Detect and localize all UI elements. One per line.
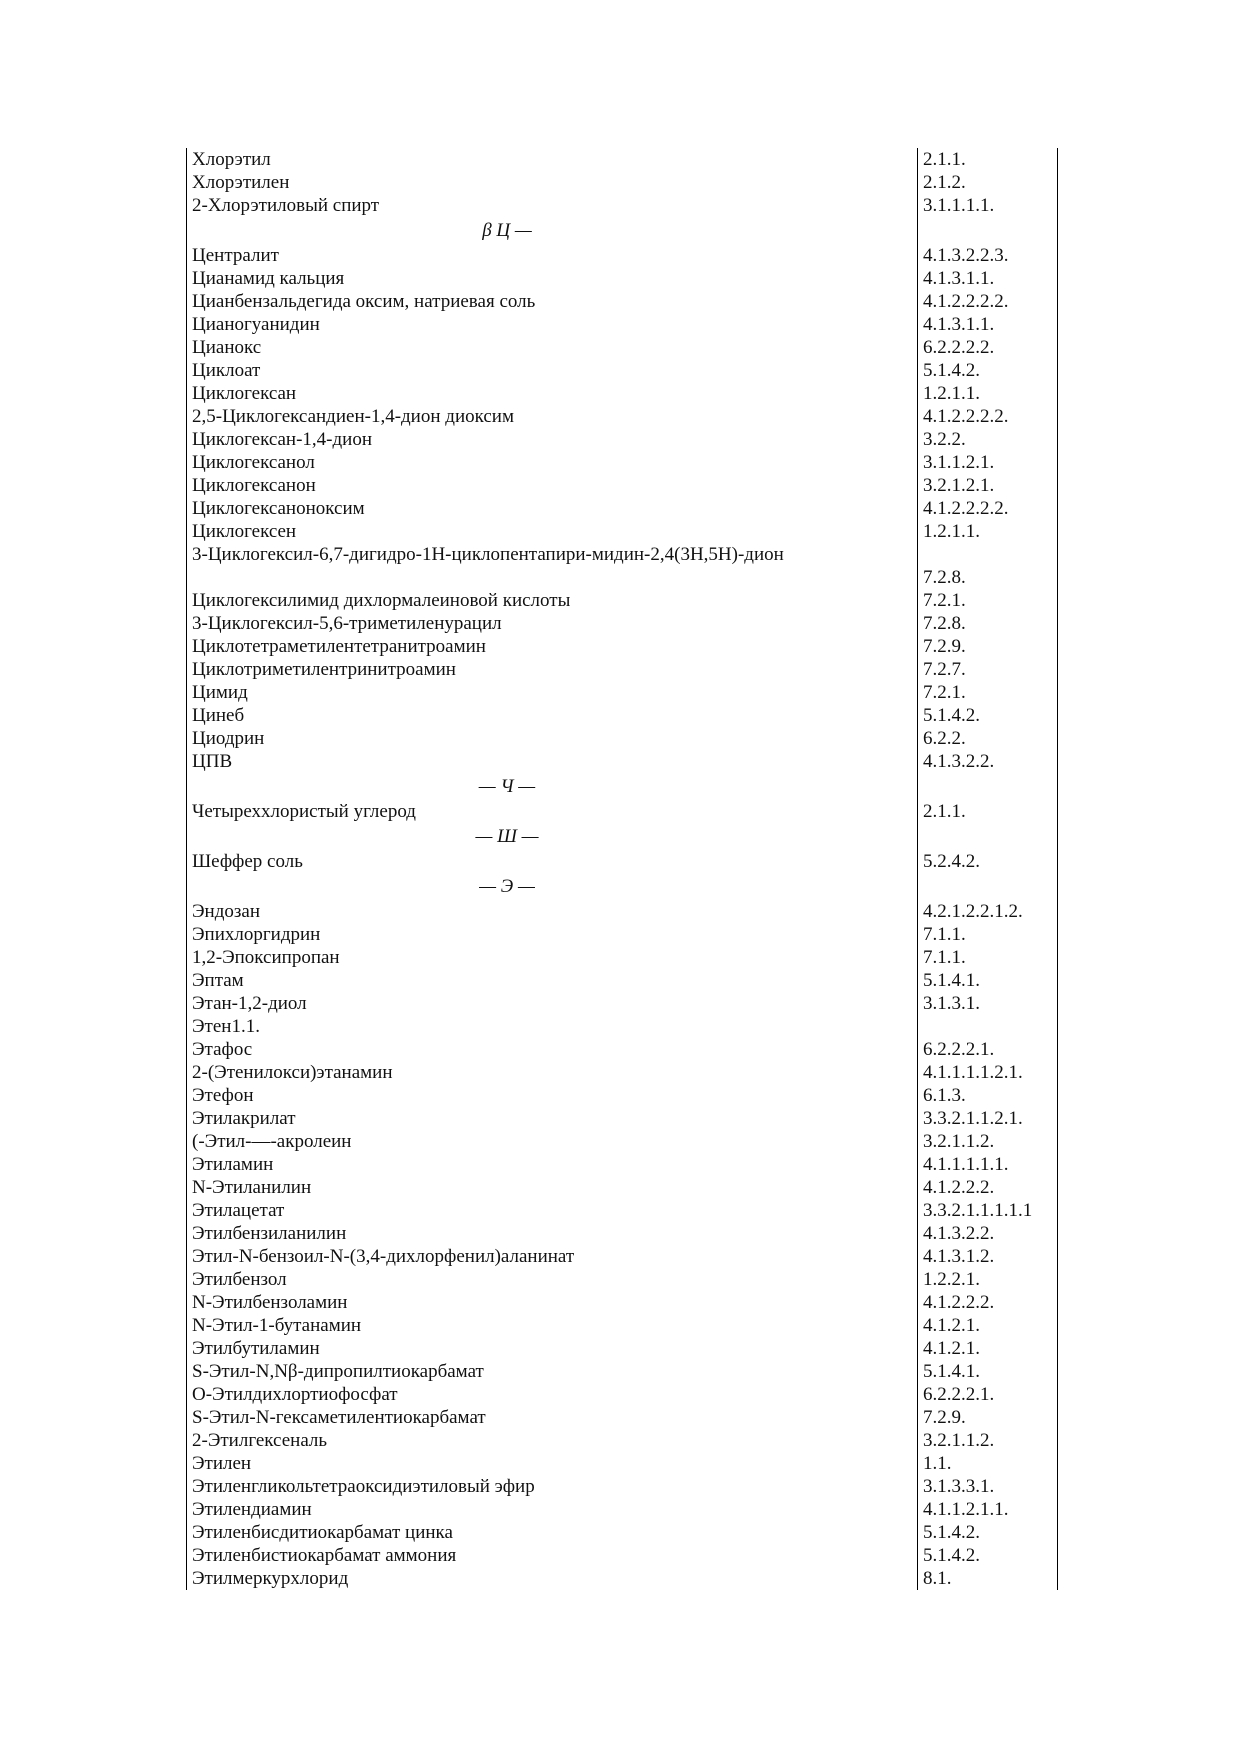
letter-section-header — [187, 773, 1058, 800]
index-row — [187, 1498, 1058, 1521]
substance-name: Цимид — [187, 681, 918, 704]
index-row — [187, 1406, 1058, 1429]
section-reference: 4.1.2.2.2. — [918, 1291, 1058, 1314]
section-reference: 7.2.9. — [918, 1406, 1058, 1429]
index-row — [187, 194, 1058, 217]
index-row — [187, 1383, 1058, 1406]
substance-name: Централит — [187, 244, 918, 267]
section-reference: 2.1.1. — [918, 800, 1058, 823]
section-reference: 7.2.8. — [918, 612, 1058, 635]
index-row — [187, 290, 1058, 313]
section-reference: 5.1.4.1. — [918, 969, 1058, 992]
section-reference: 3.1.3.3.1. — [918, 1475, 1058, 1498]
index-row — [187, 727, 1058, 750]
substance-name: Циодрин — [187, 727, 918, 750]
section-letter: — Э — — [187, 873, 918, 900]
section-letter: — Ч — — [187, 773, 918, 800]
letter-section-header — [187, 823, 1058, 850]
substance-name: Цианогуанидин — [187, 313, 918, 336]
section-reference: 3.1.1.2.1. — [918, 451, 1058, 474]
index-row — [187, 704, 1058, 727]
substance-name: Эптам — [187, 969, 918, 992]
section-reference: 3.2.1.2.1. — [918, 474, 1058, 497]
substance-name: Хлорэтилен — [187, 171, 918, 194]
section-reference: 4.1.2.2.2. — [918, 1176, 1058, 1199]
substance-name: Этафос — [187, 1038, 918, 1061]
section-reference: 3.2.1.1.2. — [918, 1429, 1058, 1452]
index-row — [187, 267, 1058, 290]
index-row — [187, 382, 1058, 405]
letter-section-header — [187, 217, 1058, 244]
substance-name: Этилмеркурхлорид — [187, 1567, 918, 1590]
section-reference: 6.2.2.2.1. — [918, 1383, 1058, 1406]
section-reference: 1.2.2.1. — [918, 1268, 1058, 1291]
substance-name: Этан-1,2-диол — [187, 992, 918, 1015]
index-row — [187, 1429, 1058, 1452]
section-reference: 4.1.1.2.1.1. — [918, 1498, 1058, 1521]
index-row — [187, 1222, 1058, 1245]
section-reference: 7.2.9. — [918, 635, 1058, 658]
section-reference: 5.1.4.2. — [918, 1544, 1058, 1567]
letter-section-header — [187, 873, 1058, 900]
section-reference: 5.1.4.2. — [918, 704, 1058, 727]
section-reference: 3.3.2.1.1.2.1. — [918, 1107, 1058, 1130]
index-row — [187, 1084, 1058, 1107]
section-reference: 4.1.3.1.2. — [918, 1245, 1058, 1268]
substance-name: Циклогексан — [187, 382, 918, 405]
substance-name: Этилбутиламин — [187, 1337, 918, 1360]
section-reference: 6.2.2.2.1. — [918, 1038, 1058, 1061]
index-row — [187, 171, 1058, 194]
index-row — [187, 1153, 1058, 1176]
section-reference: 4.1.2.2.2.2. — [918, 405, 1058, 428]
substance-name: Цинеб — [187, 704, 918, 727]
index-row — [187, 313, 1058, 336]
substance-name: Этилен — [187, 1452, 918, 1475]
section-reference: 6.2.2. — [918, 727, 1058, 750]
index-row — [187, 1360, 1058, 1383]
index-row — [187, 474, 1058, 497]
substance-name: Этилбензол — [187, 1268, 918, 1291]
index-row — [187, 359, 1058, 382]
substance-name: Этилбензиланилин — [187, 1222, 918, 1245]
index-row — [187, 946, 1058, 969]
substance-name: Хлорэтил — [187, 148, 918, 171]
substance-name: Этилакрилат — [187, 1107, 918, 1130]
index-row — [187, 520, 1058, 543]
substance-name: Циклотриметилентринитроамин — [187, 658, 918, 681]
index-row — [187, 336, 1058, 359]
index-row — [187, 1199, 1058, 1222]
index-row — [187, 850, 1058, 873]
substance-name: Этил-N-бензоил-N-(3,4-дихлорфенил)аланинат — [187, 1245, 918, 1268]
substance-name: 1,2-Эпоксипропан — [187, 946, 918, 969]
index-row — [187, 750, 1058, 773]
substance-name: Эпихлоргидрин — [187, 923, 918, 946]
index-row — [187, 405, 1058, 428]
substance-name: Этен1.1. — [187, 1015, 918, 1038]
section-reference: 4.1.2.2.2.2. — [918, 290, 1058, 313]
substance-name: Этиленгликольтетраоксидиэтиловый эфир — [187, 1475, 918, 1498]
index-row — [187, 451, 1058, 474]
section-reference: 5.1.4.1. — [918, 1360, 1058, 1383]
index-row — [187, 589, 1058, 612]
index-row — [187, 1291, 1058, 1314]
section-letter: β Ц — — [187, 217, 918, 244]
index-row — [187, 543, 1058, 589]
index-row — [187, 1521, 1058, 1544]
index-row — [187, 428, 1058, 451]
section-letter: — Ш — — [187, 823, 918, 850]
substance-name: Циклогексан-1,4-дион — [187, 428, 918, 451]
substance-name: Этиленбистиокарбамат аммония — [187, 1544, 918, 1567]
index-row — [187, 244, 1058, 267]
substance-name: Этилацетат — [187, 1199, 918, 1222]
index-row — [187, 800, 1058, 823]
index-table — [186, 148, 1058, 1590]
section-reference — [918, 823, 1058, 850]
substance-name: 2,5-Циклогександиен-1,4-дион диоксим — [187, 405, 918, 428]
substance-name: Этилендиамин — [187, 1498, 918, 1521]
index-row — [187, 1038, 1058, 1061]
substance-name: Этиламин — [187, 1153, 918, 1176]
index-row — [187, 1130, 1058, 1153]
substance-name: N-Этилбензоламин — [187, 1291, 918, 1314]
section-reference: 3.1.3.1. — [918, 992, 1058, 1015]
section-reference: 5.1.4.2. — [918, 1521, 1058, 1544]
section-reference: 5.1.4.2. — [918, 359, 1058, 382]
substance-name: 2-Хлорэтиловый спирт — [187, 194, 918, 217]
substance-name: Циклоат — [187, 359, 918, 382]
section-reference: 7.1.1. — [918, 923, 1058, 946]
substance-name: Шеффер соль — [187, 850, 918, 873]
section-reference: 6.1.3. — [918, 1084, 1058, 1107]
section-reference — [918, 773, 1058, 800]
section-reference: 3.2.1.1.2. — [918, 1130, 1058, 1153]
substance-name: ЦПВ — [187, 750, 918, 773]
index-row — [187, 635, 1058, 658]
substance-name: 2-Этилгексеналь — [187, 1429, 918, 1452]
index-row — [187, 923, 1058, 946]
substance-name: Циклогексаноноксим — [187, 497, 918, 520]
section-reference: 6.2.2.2.2. — [918, 336, 1058, 359]
index-row — [187, 1268, 1058, 1291]
index-row — [187, 992, 1058, 1015]
section-reference: 4.1.3.2.2.3. — [918, 244, 1058, 267]
section-reference: 7.2.8. — [918, 543, 1058, 589]
section-reference: 7.2.1. — [918, 681, 1058, 704]
index-row — [187, 1544, 1058, 1567]
index-row — [187, 148, 1058, 171]
index-row — [187, 1337, 1058, 1360]
substance-name: 2-(Этенилокси)этанамин — [187, 1061, 918, 1084]
index-row — [187, 1245, 1058, 1268]
section-reference: 4.2.1.2.2.1.2. — [918, 900, 1058, 923]
section-reference: 4.1.3.2.2. — [918, 1222, 1058, 1245]
section-reference: 2.1.2. — [918, 171, 1058, 194]
substance-name: 3-Циклогексил-6,7-дигидро-1Н-циклопентапири-мидин-2,4(3Н,5Н)-дион — [187, 543, 918, 589]
substance-name: Циклогексилимид дихлормалеиновой кислоты — [187, 589, 918, 612]
section-reference — [918, 1015, 1058, 1038]
section-reference: 1.2.1.1. — [918, 382, 1058, 405]
index-row — [187, 658, 1058, 681]
index-row — [187, 1314, 1058, 1337]
substance-name: 3-Циклогексил-5,6-триметиленурацил — [187, 612, 918, 635]
substance-name: Четыреххлористый углерод — [187, 800, 918, 823]
section-reference: 3.3.2.1.1.1.1.1 — [918, 1199, 1058, 1222]
substance-name: Циклогексен — [187, 520, 918, 543]
section-reference: 4.1.3.1.1. — [918, 313, 1058, 336]
section-reference: 4.1.2.2.2.2. — [918, 497, 1058, 520]
section-reference: 4.1.1.1.1.1. — [918, 1153, 1058, 1176]
section-reference: 7.1.1. — [918, 946, 1058, 969]
section-reference: 7.2.1. — [918, 589, 1058, 612]
index-row — [187, 1176, 1058, 1199]
index-row — [187, 497, 1058, 520]
index-row — [187, 969, 1058, 992]
index-row — [187, 612, 1058, 635]
index-row — [187, 1475, 1058, 1498]
section-reference — [918, 217, 1058, 244]
section-reference: 4.1.1.1.1.2.1. — [918, 1061, 1058, 1084]
substance-name: N-Этиланилин — [187, 1176, 918, 1199]
index-row — [187, 1452, 1058, 1475]
index-row — [187, 900, 1058, 923]
substance-name: О-Этилдихлортиофосфат — [187, 1383, 918, 1406]
index-row — [187, 681, 1058, 704]
substance-name: Циклогексанол — [187, 451, 918, 474]
section-reference: 1.2.1.1. — [918, 520, 1058, 543]
substance-name: Цианокс — [187, 336, 918, 359]
index-body — [187, 148, 1058, 1590]
substance-name: S-Этил-N,Nβ-дипропилтиокарбамат — [187, 1360, 918, 1383]
index-row — [187, 1567, 1058, 1590]
substance-name: (-Этил-—-акролеин — [187, 1130, 918, 1153]
section-reference: 8.1. — [918, 1567, 1058, 1590]
section-reference: 7.2.7. — [918, 658, 1058, 681]
substance-name: Этефон — [187, 1084, 918, 1107]
section-reference — [918, 873, 1058, 900]
section-reference: 4.1.3.1.1. — [918, 267, 1058, 290]
substance-name: S-Этил-N-гексаметилентиокарбамат — [187, 1406, 918, 1429]
substance-name: Циклогексанон — [187, 474, 918, 497]
section-reference: 1.1. — [918, 1452, 1058, 1475]
index-row — [187, 1015, 1058, 1038]
substance-name: Эндозан — [187, 900, 918, 923]
substance-name: Цианбензальдегида оксим, натриевая соль — [187, 290, 918, 313]
section-reference: 2.1.1. — [918, 148, 1058, 171]
section-reference: 5.2.4.2. — [918, 850, 1058, 873]
substance-name: N-Этил-1-бутанамин — [187, 1314, 918, 1337]
index-row — [187, 1061, 1058, 1084]
section-reference: 3.1.1.1.1. — [918, 194, 1058, 217]
substance-name: Цианамид кальция — [187, 267, 918, 290]
substance-name: Этиленбисдитиокарбамат цинка — [187, 1521, 918, 1544]
index-row — [187, 1107, 1058, 1130]
section-reference: 3.2.2. — [918, 428, 1058, 451]
substance-name: Циклотетраметилентетранитроамин — [187, 635, 918, 658]
section-reference: 4.1.3.2.2. — [918, 750, 1058, 773]
section-reference: 4.1.2.1. — [918, 1314, 1058, 1337]
section-reference: 4.1.2.1. — [918, 1337, 1058, 1360]
